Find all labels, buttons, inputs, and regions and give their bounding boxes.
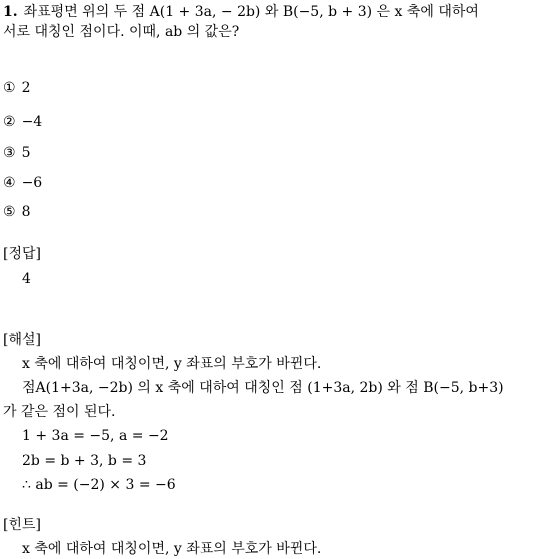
explanation-line-4: 1 + 3a = −5, a = −2: [22, 428, 169, 444]
choice-value: 5: [21, 145, 31, 161]
explanation-line-2: 점A(1+3a, −2b) 의 x 축에 대하여 대칭인 점 (1+3a, 2b) 와 점 B(−5, b+3): [22, 380, 504, 396]
question-line-1: [3, 2, 479, 22]
explanation-line-3: 가 같은 점이 된다.: [3, 404, 116, 420]
hint-label: [힌트]: [3, 517, 41, 533]
explanation-line-6: ∴ ab = (−2) × 3 = −6: [22, 477, 176, 493]
choice-marker: ④: [3, 175, 16, 191]
hint-text: x 축에 대하여 대칭이면, y 좌표의 부호가 바뀐다.: [22, 541, 322, 557]
choice-marker: ①: [3, 80, 16, 96]
choice-value: 2: [21, 80, 31, 96]
question-text-1: 좌표평면 위의 두 점 A(1 + 3a, − 2b) 와 B(−5, b + 3) 은 x 축에 대하여: [23, 4, 479, 20]
explanation-line-1: x 축에 대하여 대칭이면, y 좌표의 부호가 바뀐다.: [22, 356, 322, 372]
choice-5: [3, 202, 30, 222]
choice-marker: ②: [3, 114, 16, 130]
choice-3: [3, 143, 30, 163]
question-number: 1.: [3, 4, 18, 20]
choice-4: [3, 173, 42, 193]
choice-2: [3, 112, 42, 132]
answer-value: 4: [22, 271, 31, 287]
choice-marker: ③: [3, 145, 16, 161]
explanation-line-5: 2b = b + 3, b = 3: [22, 453, 147, 469]
question-line-2: 서로 대칭인 점이다. 이때, ab 의 값은?: [3, 24, 240, 40]
answer-label: [정답]: [3, 246, 41, 262]
choice-1: [3, 78, 30, 98]
choice-value: −4: [21, 114, 43, 130]
choice-value: 8: [21, 204, 31, 220]
choice-marker: ⑤: [3, 204, 16, 220]
choice-value: −6: [21, 175, 43, 191]
explanation-label: [해설]: [3, 332, 41, 348]
